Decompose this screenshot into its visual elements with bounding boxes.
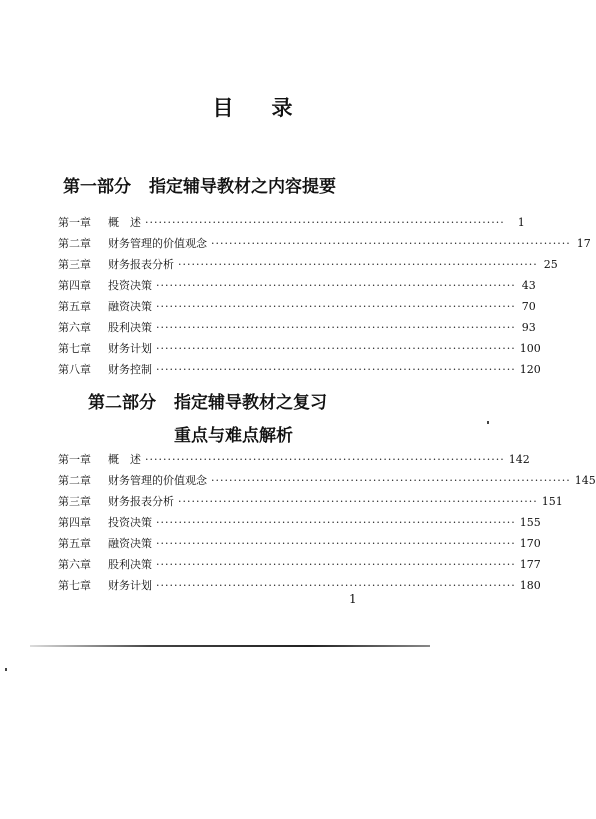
part2-title-line1: 指定辅导教材之复习 <box>174 393 327 413</box>
toc-chapter: 第一章 <box>58 216 91 229</box>
toc-page: 151 <box>541 495 563 508</box>
toc-leader: ················································································ <box>145 453 505 466</box>
toc-name: 概 述 <box>108 453 141 466</box>
toc-name: 财务计划 <box>108 579 152 592</box>
toc-chapter: 第四章 <box>58 279 91 292</box>
page-number: 1 <box>349 592 357 606</box>
toc-page: 17 <box>576 237 591 250</box>
toc-page: 1 <box>517 216 525 229</box>
toc-entry <box>58 319 536 340</box>
toc-entry <box>58 556 541 577</box>
toc-name: 财务控制 <box>108 363 152 376</box>
toc-leader: ················································································ <box>156 363 516 376</box>
toc-entry <box>58 451 530 472</box>
toc-entry <box>58 340 541 361</box>
toc-leader: ················································································ <box>156 537 516 550</box>
toc-chapter: 第六章 <box>58 321 91 334</box>
toc-name: 财务管理的价值观念 <box>108 237 207 250</box>
part2-prefix: 第二部分 <box>88 393 156 413</box>
toc-leader: ················································································ <box>178 495 538 508</box>
toc-chapter: 第二章 <box>58 474 91 487</box>
toc-page: 93 <box>521 321 536 334</box>
toc-chapter: 第六章 <box>58 558 91 571</box>
toc-page: 100 <box>519 342 541 355</box>
toc-name: 股利决策 <box>108 558 152 571</box>
toc-page: 177 <box>519 558 541 571</box>
toc-entry <box>58 472 596 493</box>
part1-prefix: 第一部分 <box>63 177 131 197</box>
toc-page: 170 <box>519 537 541 550</box>
toc-entry <box>58 577 541 598</box>
toc-leader: ················································································ <box>156 342 516 355</box>
toc-chapter: 第七章 <box>58 579 91 592</box>
toc-page: 142 <box>508 453 530 466</box>
toc-leader: ················································································ <box>211 474 571 487</box>
toc-leader: ················································································ <box>178 258 538 271</box>
toc-name: 概 述 <box>108 216 141 229</box>
toc-leader: ················································································ <box>211 237 571 250</box>
toc-chapter: 第五章 <box>58 300 91 313</box>
part2-title-line2: 重点与难点解析 <box>174 426 293 446</box>
toc-chapter: 第五章 <box>58 537 91 550</box>
toc-name: 财务计划 <box>108 342 152 355</box>
toc-chapter: 第二章 <box>58 237 91 250</box>
toc-leader: ················································································ <box>156 300 516 313</box>
toc-entry <box>58 493 563 514</box>
part1-toc-list <box>58 214 591 382</box>
toc-chapter: 第八章 <box>58 363 91 376</box>
toc-entry <box>58 535 541 556</box>
toc-leader: ················································································ <box>156 516 516 529</box>
toc-name: 投资决策 <box>108 516 152 529</box>
toc-leader: ················································································ <box>156 558 516 571</box>
toc-page: 145 <box>574 474 596 487</box>
toc-page: 155 <box>519 516 541 529</box>
part1-heading <box>63 172 336 197</box>
toc-name: 融资决策 <box>108 300 152 313</box>
toc-page: 25 <box>543 258 558 271</box>
part1-title: 指定辅导教材之内容提要 <box>149 177 336 197</box>
part2-toc-list <box>58 451 596 598</box>
scan-speck <box>487 421 489 424</box>
toc-name: 股利决策 <box>108 321 152 334</box>
toc-name: 财务报表分析 <box>108 495 174 508</box>
scan-edge-line <box>30 645 430 647</box>
toc-name: 融资决策 <box>108 537 152 550</box>
toc-entry <box>58 298 536 319</box>
toc-leader: ················································································ <box>145 216 505 229</box>
toc-entry <box>58 361 541 382</box>
toc-page: 70 <box>521 300 536 313</box>
toc-page: 180 <box>519 579 541 592</box>
page-title: 目录 <box>212 96 331 120</box>
part2-heading <box>88 388 388 446</box>
toc-entry <box>58 514 541 535</box>
toc-page: 120 <box>519 363 541 376</box>
toc-leader: ················································································ <box>156 579 516 592</box>
toc-leader: ················································································ <box>156 279 516 292</box>
scan-speck <box>5 668 7 671</box>
toc-entry <box>58 214 525 235</box>
toc-chapter: 第七章 <box>58 342 91 355</box>
toc-entry <box>58 235 591 256</box>
toc-entry <box>58 277 536 298</box>
toc-chapter: 第三章 <box>58 495 91 508</box>
toc-chapter: 第三章 <box>58 258 91 271</box>
toc-page: 43 <box>521 279 536 292</box>
toc-name: 财务管理的价值观念 <box>108 474 207 487</box>
toc-chapter: 第一章 <box>58 453 91 466</box>
toc-leader: ················································································ <box>156 321 516 334</box>
toc-entry <box>58 256 558 277</box>
toc-name: 投资决策 <box>108 279 152 292</box>
toc-chapter: 第四章 <box>58 516 91 529</box>
toc-name: 财务报表分析 <box>108 258 174 271</box>
